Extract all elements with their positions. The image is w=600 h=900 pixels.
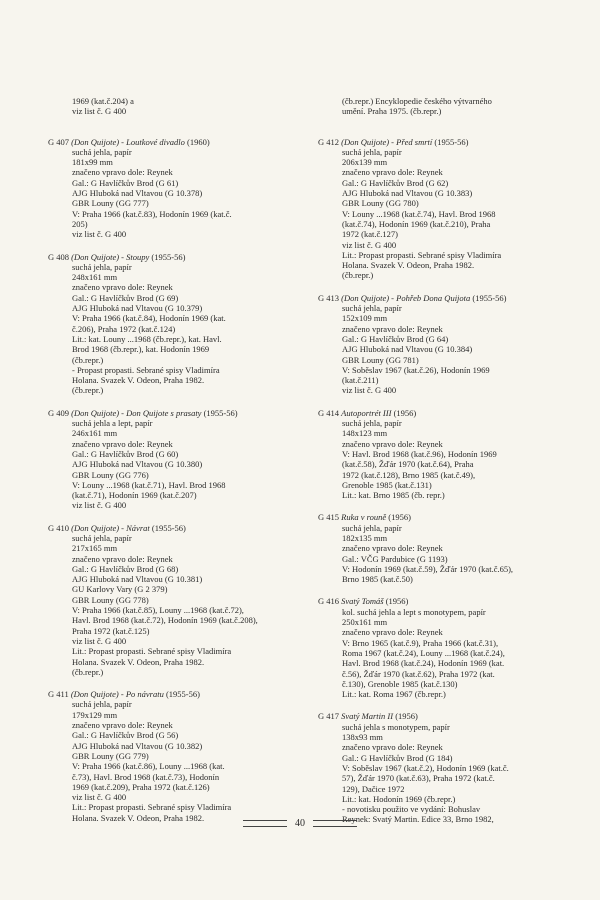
- entry-line: (čb.repr.): [72, 354, 104, 365]
- entry-line: Lit.: Propast propasti. Sebrané spisy Vladimíra: [342, 249, 502, 260]
- entry-title: (Don Quijote) - Stoupy: [71, 251, 150, 262]
- entry-heading: [48, 523, 300, 533]
- entry-line: suchá jehla a lept, papír: [72, 418, 153, 429]
- entry-line: V: Soběslav 1967 (kat.č.26), Hodonín 1969: [342, 364, 490, 375]
- entry-line: Holana. Svazek V. Odeon, Praha 1982.: [342, 260, 475, 271]
- entry-heading: [48, 137, 300, 147]
- entry-line: V: Praha 1966 (kat.č.85), Louny ...1968 (kat.č.72),: [72, 605, 244, 616]
- entry-line: Brno 1985 (kat.č.50): [342, 574, 413, 585]
- entry-number: G 407: [48, 136, 70, 147]
- entry-heading: [48, 689, 300, 699]
- entry-title: Svatý Tomáš: [341, 596, 384, 607]
- catalog-entry: [48, 137, 300, 240]
- entry-number: G 412: [318, 136, 340, 147]
- entry-line: GBR Louny (GG 778): [72, 594, 149, 605]
- entry-line: Gal.: G Havlíčkův Brod (G 184): [342, 752, 453, 763]
- entry-details: [48, 262, 300, 396]
- entry-line: (kat.č.58), Žďár 1970 (kat.č.64), Praha: [342, 459, 474, 470]
- entry-line: V: Praha 1966 (kat.č.83), Hodonín 1969 (kat.č.: [72, 208, 232, 219]
- entry-line: Lit.: kat. Hodonín 1969 (čb.repr.): [342, 793, 456, 804]
- entry-number: G 411: [48, 689, 69, 700]
- entry-date: (1955-56): [165, 689, 200, 700]
- entry-line: č.56), Žďár 1970 (kat.č.62), Praha 1972 (kat.: [342, 668, 495, 679]
- entry-title: (Don Quijote) - Návrat: [71, 522, 150, 533]
- entry-line: Lit.: kat. Brno 1985 (čb. repr.): [342, 490, 445, 501]
- entry-line: 57), Žďár 1970 (kat.č.63), Praha 1972 (kat.č.: [342, 773, 495, 784]
- entry-line: kol. suchá jehla a lept s monotypem, papír: [342, 606, 486, 617]
- right-entries: [318, 137, 566, 825]
- entry-heading: [48, 252, 300, 262]
- entry-line: 1972 (kat.č.128), Brno 1985 (kat.č.49),: [342, 469, 476, 480]
- right-column: [318, 96, 566, 837]
- entry-line: 250x161 mm: [342, 617, 388, 628]
- entry-line: viz list č. G 400: [342, 385, 397, 396]
- intro-line: viz list č. G 400: [72, 106, 127, 117]
- entry-title: Autoportrét III: [341, 407, 392, 418]
- entry-line: 1969 (kat.č.209), Praha 1972 (kat.č.126): [72, 781, 210, 792]
- entry-line: značeno vpravo dole: Reynek: [342, 543, 443, 554]
- catalog-entry: [318, 293, 566, 396]
- entry-date: (1955-56): [203, 407, 238, 418]
- entry-line: suchá jehla, papír: [342, 303, 402, 314]
- entry-title: Svatý Martin II: [341, 711, 394, 722]
- entry-date: (1956): [395, 711, 418, 722]
- entry-line: 182x135 mm: [342, 532, 388, 543]
- entry-heading: [318, 596, 566, 606]
- entry-line: 138x93 mm: [342, 732, 383, 743]
- entry-title: (Don Quijote) - Don Quijote s prasaty: [71, 407, 202, 418]
- entry-heading: [318, 711, 566, 721]
- entry-line: suchá jehla, papír: [72, 146, 132, 157]
- entry-title: (Don Quijote) - Loutkové divadlo: [71, 136, 185, 147]
- entry-line: suchá jehla, papír: [342, 418, 402, 429]
- entry-line: V: Louny ...1968 (kat.č.74), Havl. Brod 1968: [342, 208, 496, 219]
- entry-line: Gal.: G Havlíčkův Brod (G 60): [72, 448, 179, 459]
- entry-line: suchá jehla, papír: [342, 522, 402, 533]
- entry-line: (čb.repr.): [72, 666, 104, 677]
- entry-line: (kat.č.71), Hodonín 1969 (kat.č.207): [72, 490, 197, 501]
- entry-number: G 416: [318, 596, 340, 607]
- entry-line: Gal.: G Havlíčkův Brod (G 68): [72, 563, 179, 574]
- entry-line: suchá jehla s monotypem, papír: [342, 721, 450, 732]
- entry-number: G 414: [318, 407, 340, 418]
- catalog-entry: [48, 252, 300, 396]
- entry-line: suchá jehla, papír: [72, 532, 132, 543]
- catalog-entry: [48, 408, 300, 511]
- entry-line: značeno vpravo dole: Reynek: [342, 167, 443, 178]
- page-footer: [0, 818, 600, 829]
- entry-line: č.130), Grenoble 1985 (kat.č.130): [342, 678, 458, 689]
- entry-date: (1955-56): [151, 251, 186, 262]
- entry-heading: [318, 293, 566, 303]
- left-intro: [48, 96, 300, 117]
- entry-line: značeno vpravo dole: Reynek: [72, 167, 173, 178]
- entry-title: (Don Quijote) - Pohřeb Dona Quijota: [341, 292, 471, 303]
- entry-details: [48, 418, 300, 511]
- entry-line: V: Praha 1966 (kat.č.84), Hodonín 1969 (kat.: [72, 313, 226, 324]
- entry-line: značeno vpravo dole: Reynek: [72, 553, 173, 564]
- entry-line: značeno vpravo dole: Reynek: [342, 438, 443, 449]
- entry-line: V: Havl. Brod 1968 (kat.č.96), Hodonín 1969: [342, 448, 497, 459]
- catalog-entry: [318, 137, 566, 281]
- entry-line: GU Karlovy Vary (G 2 379): [72, 584, 168, 595]
- entry-line: (čb.repr.): [72, 385, 104, 396]
- entry-number: G 415: [318, 512, 340, 523]
- entry-line: č.206), Praha 1972 (kat.č.124): [72, 323, 176, 334]
- intro-line: 1969 (kat.č.204) a: [72, 96, 134, 106]
- entry-line: 205): [72, 218, 88, 229]
- entry-heading: [318, 512, 566, 522]
- entry-line: viz list č. G 400: [72, 500, 127, 511]
- entry-line: 148x123 mm: [342, 428, 388, 439]
- entry-line: značeno vpravo dole: Reynek: [72, 438, 173, 449]
- entry-line: (čb.repr.): [342, 270, 374, 281]
- entry-details: [318, 147, 566, 281]
- entry-line: Lit.: kat. Roma 1967 (čb.repr.): [342, 689, 446, 700]
- footer-rule-left: [243, 820, 287, 827]
- entry-line: Lit.: Propast propasti. Sebrané spisy Vladimíra: [72, 802, 232, 813]
- catalog-entry: [318, 408, 566, 501]
- entry-line: AJG Hluboká nad Vltavou (G 10.382): [72, 740, 203, 751]
- footer-rule-right: [313, 820, 357, 827]
- entry-line: 217x165 mm: [72, 543, 118, 554]
- intro-line: (čb.repr.) Encyklopedie českého výtvarného: [342, 96, 492, 106]
- entry-line: V: Soběslav 1967 (kat.č.2), Hodonín 1969 (kat.č.: [342, 762, 509, 773]
- entry-details: [318, 607, 566, 700]
- entry-number: G 408: [48, 251, 70, 262]
- entry-title: (Don Quijote) - Před smrtí: [341, 136, 433, 147]
- entry-date: (1955-56): [472, 292, 507, 303]
- entry-line: Praha 1972 (kat.č.125): [72, 625, 150, 636]
- entry-line: značeno vpravo dole: Reynek: [342, 742, 443, 753]
- entry-line: Holana. Svazek V. Odeon, Praha 1982.: [72, 375, 205, 386]
- entry-line: 129), Dačice 1972: [342, 783, 405, 794]
- entry-line: suchá jehla, papír: [72, 699, 132, 710]
- entry-line: - novotisku použito ve vydání: Bohuslav: [342, 804, 481, 815]
- entry-line: AJG Hluboká nad Vltavou (G 10.378): [72, 188, 203, 199]
- entry-line: 152x109 mm: [342, 313, 388, 324]
- entry-line: GBR Louny (GG 781): [342, 354, 419, 365]
- entry-heading: [318, 408, 566, 418]
- entry-date: (1956): [385, 596, 409, 607]
- entry-line: GBR Louny (GG 777): [72, 198, 149, 209]
- entry-title: Ruka v rouně: [341, 512, 387, 523]
- entry-details: [318, 418, 566, 500]
- entry-line: viz list č. G 400: [342, 239, 397, 250]
- entry-line: - Propast propasti. Sebrané spisy Vladimíra: [72, 364, 220, 375]
- catalog-entry: [48, 523, 300, 677]
- entry-date: (1955-56): [151, 522, 186, 533]
- catalog-entry: [318, 512, 566, 584]
- intro-line: umění. Praha 1975. (čb.repr.): [342, 106, 442, 117]
- entry-line: AJG Hluboká nad Vltavou (G 10.384): [342, 344, 473, 355]
- entry-line: V: Hodonín 1969 (kat.č.59), Žďár 1970 (kat.č.65),: [342, 563, 514, 574]
- left-entries: [48, 137, 300, 823]
- entry-line: V: Louny ...1968 (kat.č.71), Havl. Brod 1968: [72, 479, 226, 490]
- entry-line: značeno vpravo dole: Reynek: [72, 720, 173, 731]
- catalog-entry: [48, 689, 300, 823]
- entry-line: Lit.: kat. Louny ...1968 (čb.repr.), kat. Havl.: [72, 333, 222, 344]
- entry-line: Gal.: G Havlíčkův Brod (G 56): [72, 730, 179, 741]
- entry-line: Lit.: Propast propasti. Sebrané spisy Vladimíra: [72, 646, 232, 657]
- entry-line: Gal.: G Havlíčkův Brod (G 61): [72, 177, 179, 188]
- entry-line: AJG Hluboká nad Vltavou (G 10.383): [342, 188, 473, 199]
- entry-details: [318, 523, 566, 585]
- entry-line: (kat.č.211): [342, 375, 379, 386]
- entry-line: Gal.: G Havlíčkův Brod (G 69): [72, 292, 179, 303]
- entry-date: (1955-56): [434, 136, 469, 147]
- catalog-entry: [318, 711, 566, 824]
- entry-date: (1960): [187, 136, 210, 147]
- entry-line: GBR Louny (GG 779): [72, 750, 149, 761]
- entry-line: Reynek: Svatý Martin. Edice 33, Brno 1982,: [342, 814, 494, 825]
- entry-number: G 409: [48, 407, 70, 418]
- left-column: [48, 96, 300, 835]
- entry-heading: [318, 137, 566, 147]
- entry-heading: [48, 408, 300, 418]
- entry-title: (Don Quijote) - Po návratu: [70, 689, 164, 700]
- catalog-entry: [318, 596, 566, 699]
- entry-line: V: Brno 1965 (kat.č.9), Praha 1966 (kat.č.31),: [342, 637, 499, 648]
- entry-number: G 417: [318, 711, 340, 722]
- page-number: 40: [295, 818, 305, 829]
- entry-line: GBR Louny (GG 776): [72, 469, 149, 480]
- entry-line: Holana. Svazek V. Odeon, Praha 1982.: [72, 656, 205, 667]
- entry-line: značeno vpravo dole: Reynek: [342, 323, 443, 334]
- entry-line: AJG Hluboká nad Vltavou (G 10.379): [72, 303, 203, 314]
- entry-line: Havl. Brod 1968 (kat.č.72), Hodonín 1969 (kat.č.208),: [72, 615, 258, 626]
- entry-line: 179x129 mm: [72, 709, 118, 720]
- entry-line: AJG Hluboká nad Vltavou (G 10.381): [72, 574, 203, 585]
- entry-line: viz list č. G 400: [72, 635, 127, 646]
- entry-line: 1972 (kat.č.127): [342, 229, 398, 240]
- entry-number: G 410: [48, 522, 70, 533]
- entry-line: viz list č. G 400: [72, 792, 127, 803]
- entry-details: [48, 533, 300, 677]
- entry-line: 206x139 mm: [342, 157, 388, 168]
- entry-line: (kat.č.74), Hodonín 1969 (kat.č.210), Praha: [342, 218, 491, 229]
- entry-line: 248x161 mm: [72, 272, 118, 283]
- entry-line: značeno vpravo dole: Reynek: [72, 282, 173, 293]
- entry-line: Gal.: G Havlíčkův Brod (G 64): [342, 333, 449, 344]
- entry-line: Holana. Svazek V. Odeon, Praha 1982.: [72, 812, 205, 823]
- entry-line: Gal.: VČG Pardubice (G 1193): [342, 553, 448, 564]
- entry-date: (1956): [388, 512, 411, 523]
- right-intro: [318, 96, 566, 117]
- entry-line: Havl. Brod 1968 (kat.č.24), Hodonín 1969 (kat.: [342, 658, 505, 669]
- entry-line: 246x161 mm: [72, 428, 118, 439]
- entry-line: suchá jehla, papír: [342, 146, 402, 157]
- entry-line: č.73), Havl. Brod 1968 (kat.č.73), Hodonín: [72, 771, 220, 782]
- entry-line: AJG Hluboká nad Vltavou (G 10.380): [72, 459, 203, 470]
- entry-line: viz list č. G 400: [72, 229, 127, 240]
- entry-line: V: Praha 1966 (kat.č.86), Louny ...1968 (kat.: [72, 761, 225, 772]
- entry-date: (1956): [393, 407, 417, 418]
- entry-line: Brod 1968 (čb.repr.), kat. Hodonín 1969: [72, 344, 210, 355]
- entry-line: značeno vpravo dole: Reynek: [342, 627, 443, 638]
- entry-line: Roma 1967 (kat.č.24), Louny ...1968 (kat.č.24),: [342, 647, 505, 658]
- entry-line: suchá jehla, papír: [72, 261, 132, 272]
- entry-details: [48, 699, 300, 823]
- entry-details: [318, 722, 566, 825]
- entry-number: G 413: [318, 292, 340, 303]
- entry-line: GBR Louny (GG 780): [342, 198, 419, 209]
- entry-details: [318, 303, 566, 396]
- entry-line: Grenoble 1985 (kat.č.131): [342, 479, 432, 490]
- entry-line: Gal.: G Havlíčkův Brod (G 62): [342, 177, 449, 188]
- entry-line: 181x99 mm: [72, 157, 113, 168]
- entry-details: [48, 147, 300, 240]
